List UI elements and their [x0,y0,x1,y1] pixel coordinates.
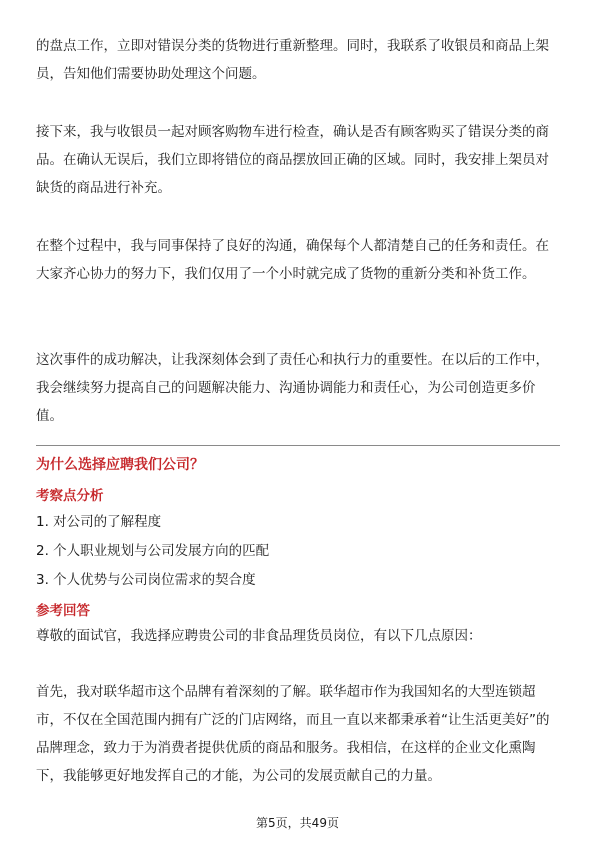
question-title: 为什么选择应聘我们公司？ [36,457,204,473]
analysis-point: 2. 个人职业规划与公司发展方向的匹配 [36,543,270,559]
body-paragraph: 接下来，我与收银员一起对顾客购物车进行检查，确认是否有顾客购买了错误分类的商品。在确认无误后，我们立即将错位的商品摆放回正确的区域。同时，我安排上架员对缺货的商品进行补充。 [36,124,549,196]
section-divider [36,445,560,446]
analysis-point: 1. 对公司的了解程度 [36,514,162,530]
body-paragraph: 这次事件的成功解决，让我深刻体会到了责任心和执行力的重要性。在以后的工作中，我会继续努力提高自己的问题解决能力、沟通协调能力和责任心，为公司创造更多价值。 [36,352,549,424]
analysis-heading: 考察点分析 [36,488,104,504]
answer-heading: 参考回答 [36,603,90,619]
answer-paragraph: 首先，我对联华超市这个品牌有着深刻的了解。联华超市作为我国知名的大型连锁超市，不仅在全国范围内拥有广泛的门店网络，而且一直以来都秉承着“让生活更美好”的品牌理念，致力于为消费者提供优质的商品和服务。我相信，在这样的企业文化熏陶下，我能够更好地发挥自己的才能，为公司的发展贡献自己的力量。 [36,684,550,784]
page-number: 第5页，共49页 [256,816,339,830]
answer-paragraph: 尊敬的面试官，我选择应聘贵公司的非食品理货员岗位，有以下几点原因： [36,628,482,644]
body-paragraph: 的盘点工作，立即对错误分类的货物进行重新整理。同时，我联系了收银员和商品上架员，告知他们需要协助处理这个问题。 [36,38,549,82]
body-paragraph: 在整个过程中，我与同事保持了良好的沟通，确保每个人都清楚自己的任务和责任。在大家齐心协力的努力下，我们仅用了一个小时就完成了货物的重新分类和补货工作。 [36,238,549,282]
analysis-point: 3. 个人优势与公司岗位需求的契合度 [36,572,256,588]
